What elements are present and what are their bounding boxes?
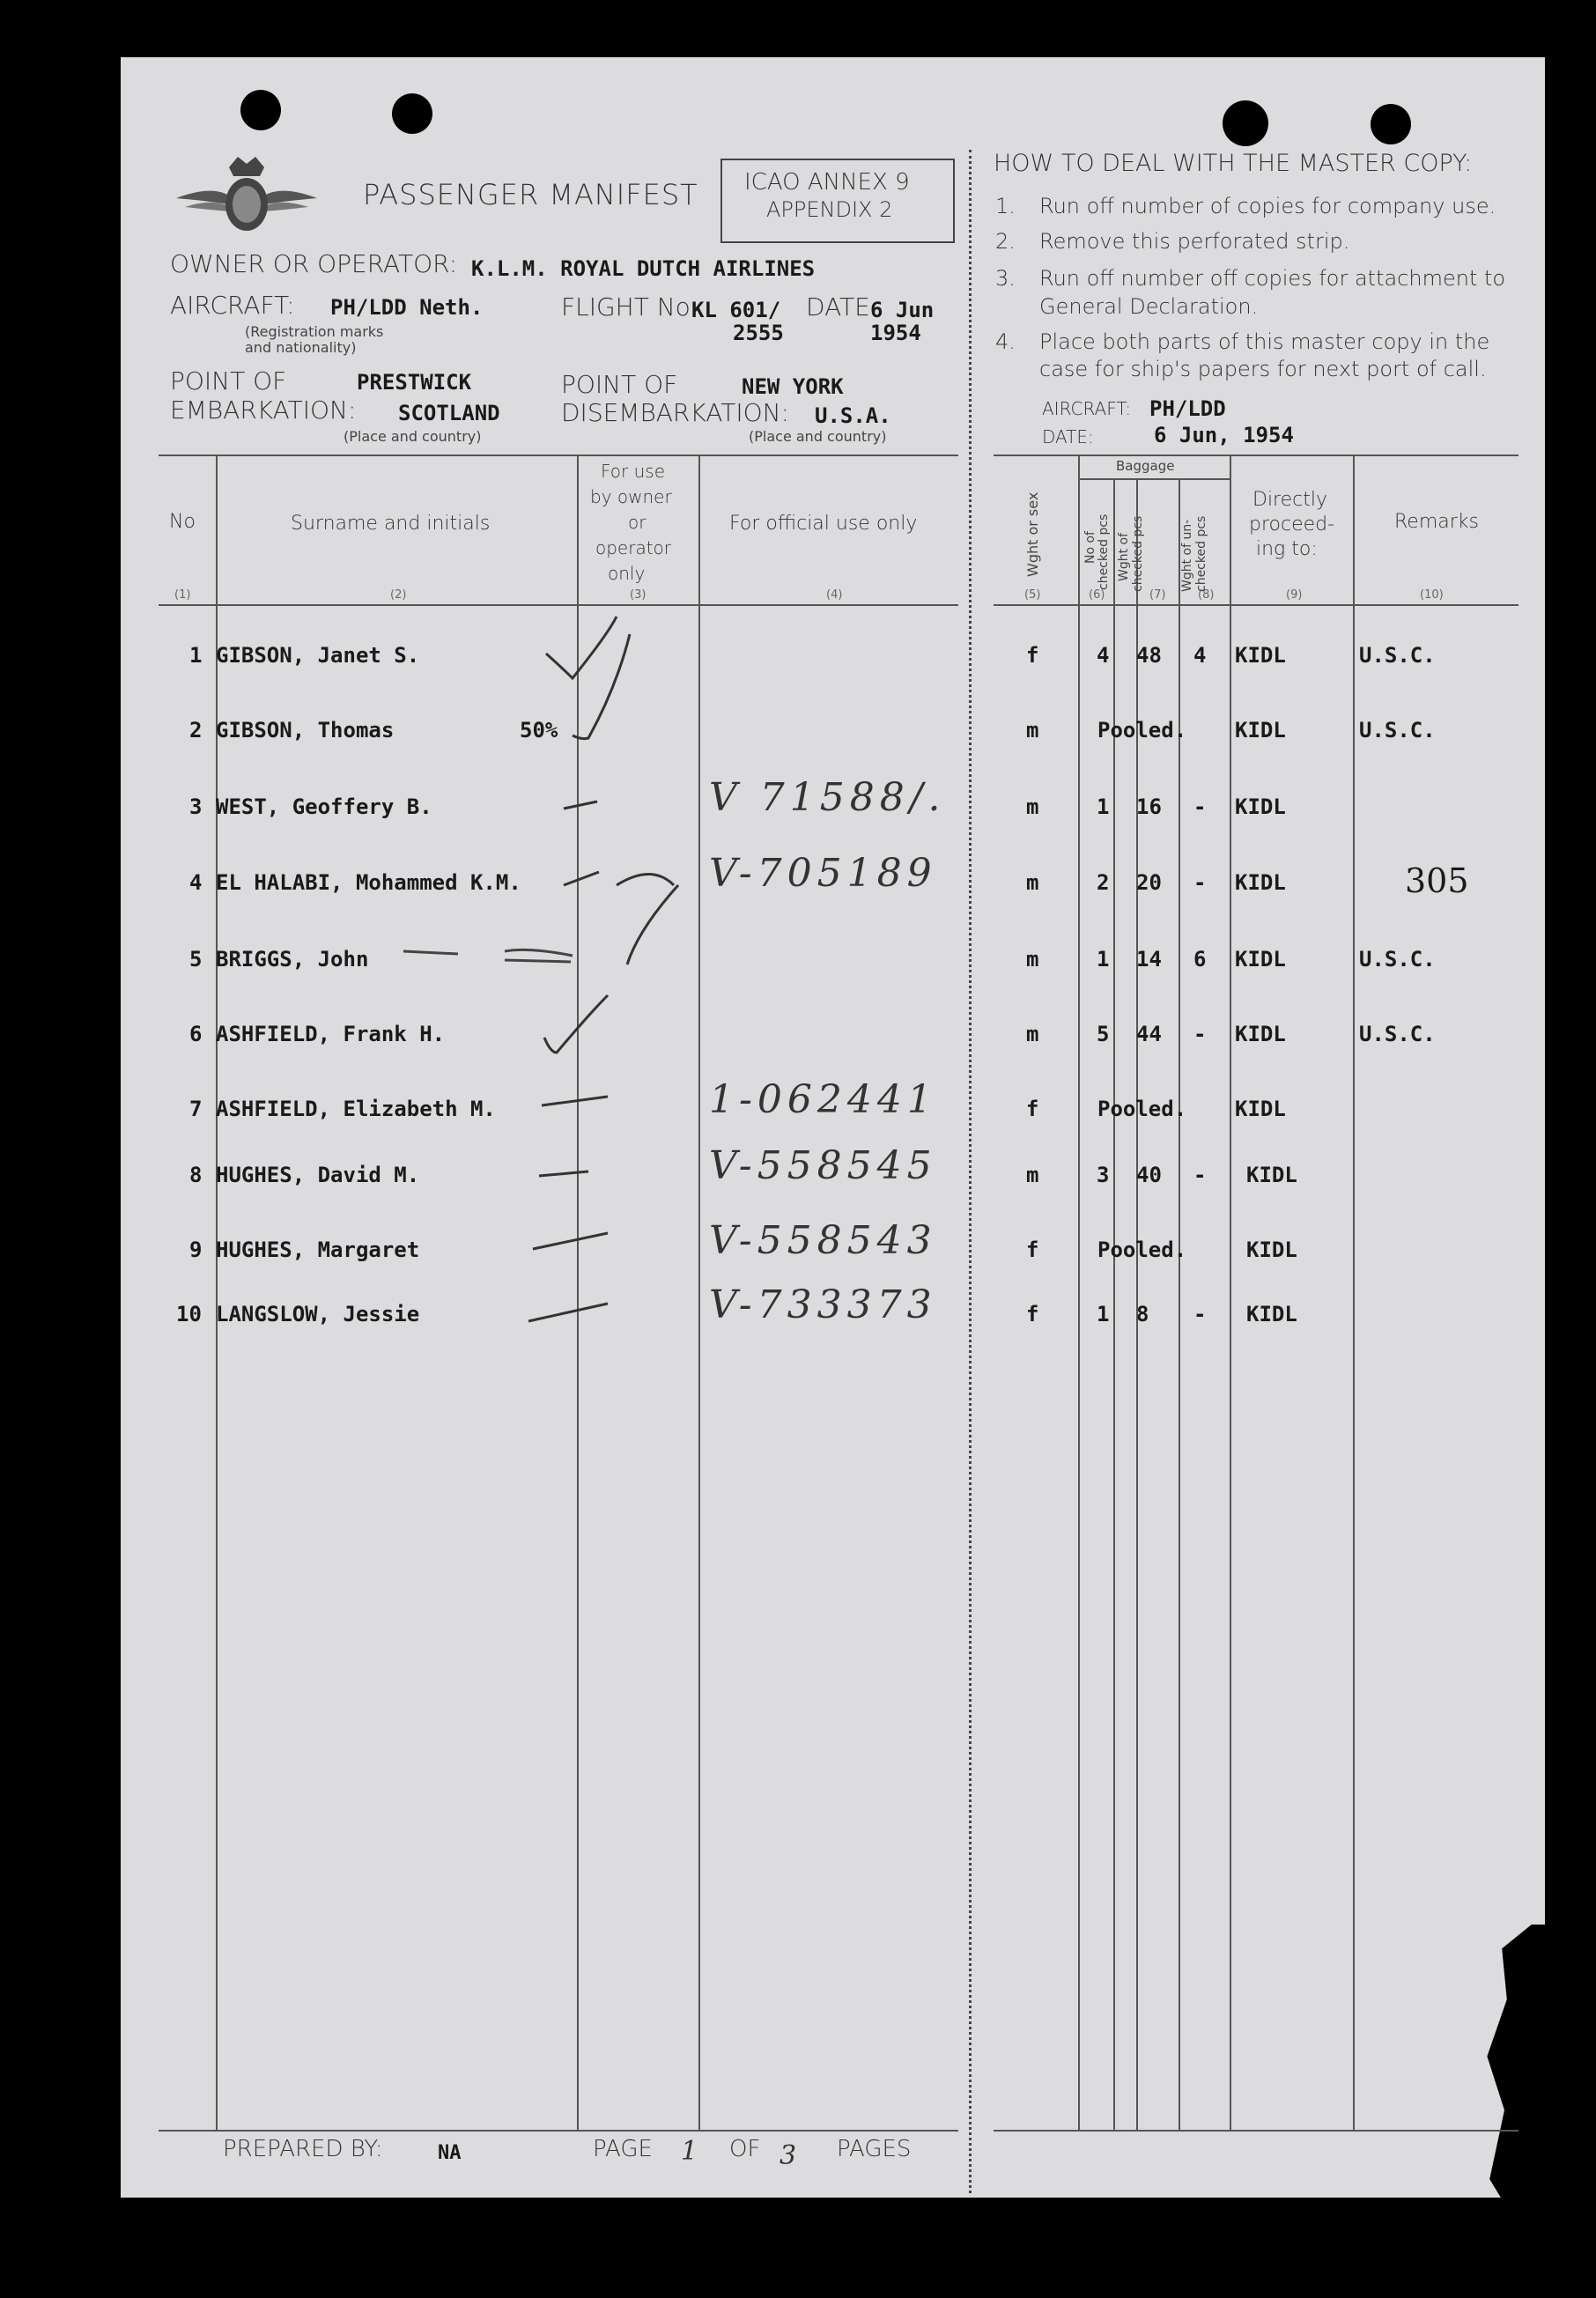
col-number: (1) xyxy=(174,588,191,602)
passenger-dest: KIDL xyxy=(1246,1238,1297,1262)
page-label: PAGE xyxy=(593,2136,653,2162)
passenger-name: HUGHES, Margaret xyxy=(216,1238,420,1262)
passenger-official: V-558545 xyxy=(709,1143,937,1188)
passenger-wght: 20 xyxy=(1136,870,1162,895)
passenger-no: 9 xyxy=(189,1238,203,1262)
passenger-no: 4 xyxy=(189,870,203,895)
passenger-official: V-705189 xyxy=(709,851,937,896)
owner-value: K.L.M. ROYAL DUTCH AIRLINES xyxy=(471,256,816,281)
passenger-wght: 40 xyxy=(1136,1163,1162,1187)
passenger-dest: KIDL xyxy=(1246,1302,1297,1326)
checkmark-icon xyxy=(573,634,630,739)
col-number: (7) xyxy=(1149,588,1166,602)
col-header-owner-2: by owner xyxy=(590,486,672,507)
col-header-official: For official use only xyxy=(729,513,918,535)
passenger-no: 10 xyxy=(176,1302,202,1326)
passenger-sex: m xyxy=(1026,718,1039,743)
passenger-name: GIBSON, Thomas xyxy=(216,718,395,743)
icao-annex-line1: ICAO ANNEX 9 xyxy=(744,169,910,196)
passenger-pcs: 1 xyxy=(1097,794,1110,819)
passenger-remarks: U.S.C. xyxy=(1359,718,1436,743)
instruction-1-num: 1. xyxy=(995,194,1016,218)
passenger-name: BRIGGS, John xyxy=(216,947,369,972)
of-label: OF xyxy=(729,2136,761,2162)
col-header-wght-checked-1: Wght of xyxy=(1117,532,1131,581)
passenger-pcs: 1 xyxy=(1097,1302,1110,1326)
passenger-official: V 71588/. xyxy=(709,775,946,820)
passenger-no: 1 xyxy=(189,643,203,668)
passenger-remarks: U.S.C. xyxy=(1359,643,1436,668)
col-number: (5) xyxy=(1024,588,1041,602)
col-header-checked-pcs-2: checked pcs xyxy=(1097,514,1111,590)
instruction-4-text2: case for ship's papers for next port of call. xyxy=(1039,357,1487,381)
aircraft-note: (Registration marks and nationality) xyxy=(245,323,384,356)
disembark-value-2: U.S.A. xyxy=(815,403,891,428)
passenger-dest: KIDL xyxy=(1235,1097,1286,1121)
owner-label: OWNER OR OPERATOR: xyxy=(170,249,458,278)
passenger-remarks: U.S.C. xyxy=(1359,947,1436,972)
passenger-no: 8 xyxy=(189,1163,203,1187)
aircraft-label: AIRCRAFT: xyxy=(170,291,295,320)
passenger-dest: KIDL xyxy=(1235,1022,1286,1046)
col-header-owner-1: For use xyxy=(601,461,666,482)
passenger-pcs: 4 xyxy=(1097,643,1110,668)
passenger-dest: KIDL xyxy=(1235,870,1286,895)
passenger-sex: f xyxy=(1026,1302,1039,1326)
col-header-remarks: Remarks xyxy=(1394,511,1479,533)
passenger-dest: KIDL xyxy=(1235,794,1286,819)
col-number: (4) xyxy=(826,588,843,602)
passenger-name: GIBSON, Janet S. xyxy=(216,643,420,668)
strikethrough-mark xyxy=(505,960,571,962)
passenger-no: 7 xyxy=(189,1097,203,1121)
dash-mark xyxy=(539,1171,588,1176)
passenger-remarks: 305 xyxy=(1405,861,1469,900)
passenger-official: V-733373 xyxy=(709,1282,937,1327)
instruction-1-text: Run off number of copies for company use. xyxy=(1039,194,1496,218)
col-number: (9) xyxy=(1286,588,1303,602)
checkmark-icon xyxy=(617,875,674,886)
col-header-directly-2: proceed- xyxy=(1249,514,1335,536)
passenger-name: LANGSLOW, Jessie xyxy=(216,1302,420,1326)
passenger-pcs: Pooled. xyxy=(1097,1238,1187,1262)
page-number: 1 xyxy=(681,2136,698,2167)
instruction-2-num: 2. xyxy=(995,229,1016,254)
passenger-no: 5 xyxy=(189,947,203,972)
checkmark-icon xyxy=(546,617,617,678)
embark-value-2: SCOTLAND xyxy=(398,401,500,425)
passenger-name: WEST, Geoffery B. xyxy=(216,794,432,819)
disembark-value-1: NEW YORK xyxy=(742,374,844,399)
passenger-wght: 48 xyxy=(1136,643,1162,668)
col-number: (10) xyxy=(1420,588,1444,602)
col-header-no: No xyxy=(169,511,196,533)
flight-value: KL 601/ xyxy=(691,298,781,322)
embark-label-1: POINT OF xyxy=(170,366,287,395)
date-value-2: 1954 xyxy=(870,321,921,345)
prepared-by-value: NA xyxy=(438,2142,462,2164)
passenger-unchk: - xyxy=(1193,870,1207,895)
instruction-4-text: Place both parts of this master copy in the xyxy=(1039,329,1490,354)
passenger-sex: f xyxy=(1026,1097,1039,1121)
passenger-dest: KIDL xyxy=(1235,643,1286,668)
embark-value-1: PRESTWICK xyxy=(357,370,472,395)
col-number: (2) xyxy=(390,588,407,602)
passenger-owner: 50% xyxy=(520,718,558,743)
aircraft-value: PH/LDD Neth. xyxy=(330,295,484,320)
passenger-remarks: U.S.C. xyxy=(1359,1022,1436,1046)
passenger-sex: m xyxy=(1026,1022,1039,1046)
icao-annex-line2: APPENDIX 2 xyxy=(766,197,893,222)
col-header-directly-3: ing to: xyxy=(1256,538,1318,560)
checkmark-icon xyxy=(627,885,678,964)
passenger-official: V-558543 xyxy=(709,1218,937,1263)
passenger-sex: f xyxy=(1026,1238,1039,1262)
col-header-directly-1: Directly xyxy=(1252,489,1328,511)
passenger-wght: 14 xyxy=(1136,947,1162,972)
col-header-baggage: Baggage xyxy=(1116,458,1175,474)
passenger-official: 1-062441 xyxy=(709,1077,937,1122)
passenger-sex: m xyxy=(1026,947,1039,972)
passenger-no: 3 xyxy=(189,794,203,819)
manifest-title: PASSENGER MANIFEST xyxy=(363,178,698,211)
instruction-2-text: Remove this perforated strip. xyxy=(1039,229,1350,254)
col-number: (6) xyxy=(1089,588,1105,602)
passenger-unchk: - xyxy=(1193,794,1207,819)
passenger-name: HUGHES, David M. xyxy=(216,1163,420,1187)
prepared-by-label: PREPARED BY: xyxy=(223,2136,383,2162)
flight-value-2: 2555 xyxy=(733,321,784,345)
passenger-dest: KIDL xyxy=(1235,947,1286,972)
passenger-unchk: - xyxy=(1193,1022,1207,1046)
disembark-label-1: POINT OF xyxy=(561,370,678,399)
col-header-owner-4: operator xyxy=(595,537,672,558)
col-header-wght-checked-2: checked pcs xyxy=(1131,515,1145,592)
disembark-note: (Place and country) xyxy=(749,428,887,445)
passenger-unchk: 4 xyxy=(1193,643,1207,668)
instructions-date-label: DATE: xyxy=(1042,426,1094,447)
passenger-dest: KIDL xyxy=(1235,718,1286,743)
strikethrough-mark xyxy=(403,951,458,954)
disembark-label-2: DISEMBARKATION: xyxy=(561,398,790,427)
passenger-sex: m xyxy=(1026,870,1039,895)
passenger-no: 6 xyxy=(189,1022,203,1046)
dash-mark xyxy=(542,1097,608,1105)
col-header-surname: Surname and initials xyxy=(291,513,491,535)
instruction-3-text: Run off number off copies for attachment to xyxy=(1039,266,1506,291)
passenger-wght: 16 xyxy=(1136,794,1162,819)
dash-mark xyxy=(564,872,599,885)
col-number: (3) xyxy=(630,588,647,602)
col-header-owner-3: or xyxy=(628,512,647,533)
instructions-aircraft-label: AIRCRAFT: xyxy=(1042,398,1132,419)
col-header-wght-unchecked-1: Wght of un- xyxy=(1180,519,1194,592)
passenger-pcs: Pooled. xyxy=(1097,1097,1187,1121)
passenger-pcs: 2 xyxy=(1097,870,1110,895)
passenger-dest: KIDL xyxy=(1246,1163,1297,1187)
dash-mark xyxy=(564,802,597,809)
passenger-unchk: - xyxy=(1193,1163,1207,1187)
total-pages: 3 xyxy=(780,2140,797,2171)
dash-mark xyxy=(528,1304,608,1321)
passenger-unchk: 6 xyxy=(1193,947,1207,972)
embark-note: (Place and country) xyxy=(344,428,482,445)
col-header-wght-unchecked-2: checked pcs xyxy=(1194,515,1208,592)
strikethrough-mark xyxy=(505,949,573,956)
passenger-sex: f xyxy=(1026,643,1039,668)
passenger-no: 2 xyxy=(189,718,203,743)
pages-label: PAGES xyxy=(837,2136,912,2162)
instruction-3-num: 3. xyxy=(995,266,1016,291)
passenger-pcs: 3 xyxy=(1097,1163,1110,1187)
col-header-checked-pcs-1: No of xyxy=(1083,531,1097,564)
instruction-4-num: 4. xyxy=(995,329,1016,354)
passenger-wght: 8 xyxy=(1136,1302,1149,1326)
passenger-sex: m xyxy=(1026,794,1039,819)
passenger-wght: 44 xyxy=(1136,1022,1162,1046)
passenger-unchk: - xyxy=(1193,1302,1207,1326)
dash-mark xyxy=(533,1233,608,1249)
instructions-heading: HOW TO DEAL WITH THE MASTER COPY: xyxy=(994,150,1473,177)
instructions-aircraft-value: PH/LDD xyxy=(1149,396,1226,421)
col-number: (8) xyxy=(1198,588,1215,602)
passenger-pcs: 5 xyxy=(1097,1022,1110,1046)
checkmark-icon xyxy=(544,995,608,1053)
instructions-date-value: 6 Jun, 1954 xyxy=(1154,423,1294,447)
col-header-owner-5: only xyxy=(608,563,646,584)
passenger-sex: m xyxy=(1026,1163,1039,1187)
instruction-3-text2: General Declaration. xyxy=(1039,294,1259,319)
passenger-pcs: Pooled. xyxy=(1097,718,1187,743)
date-label: DATE: xyxy=(806,292,879,321)
passenger-name: ASHFIELD, Frank H. xyxy=(216,1022,446,1046)
col-header-wght-sex: Wght or sex xyxy=(1024,491,1041,577)
flight-label: FLIGHT No xyxy=(561,292,691,321)
passenger-pcs: 1 xyxy=(1097,947,1110,972)
passenger-name: EL HALABI, Mohammed K.M. xyxy=(216,870,521,895)
passenger-name: ASHFIELD, Elizabeth M. xyxy=(216,1097,496,1121)
embark-label-2: EMBARKATION: xyxy=(170,395,357,425)
date-value: 6 Jun xyxy=(870,298,935,322)
